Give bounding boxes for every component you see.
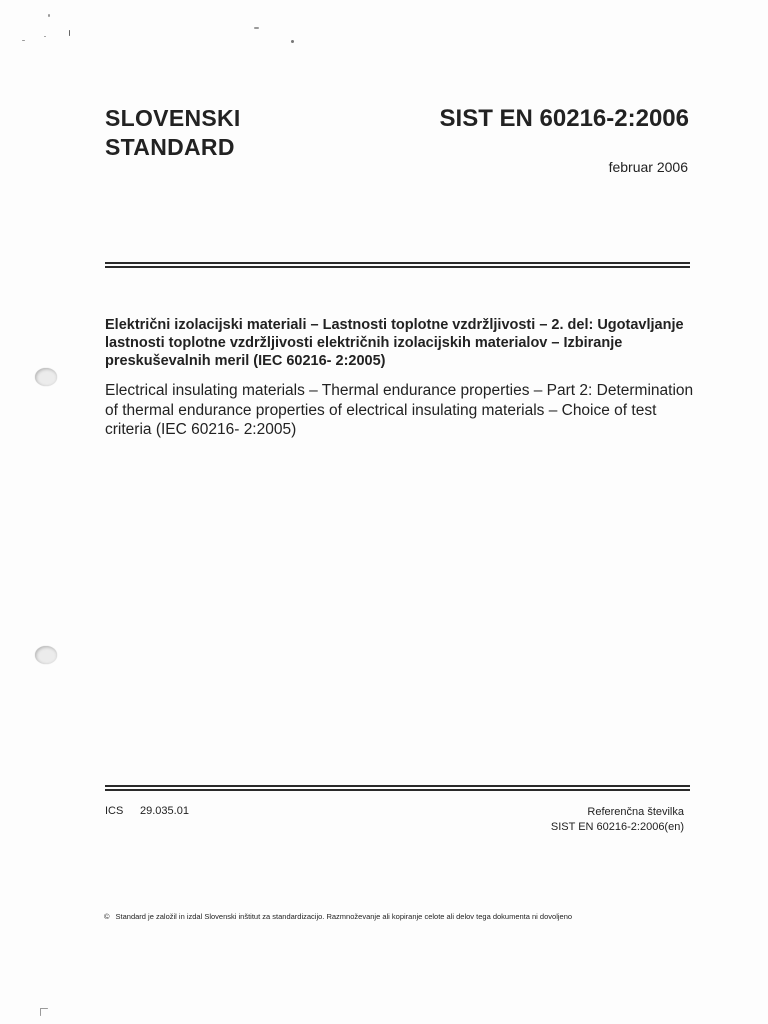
scan-speck	[44, 36, 46, 37]
scan-speck	[40, 1008, 41, 1016]
punch-hole	[35, 368, 57, 386]
title-english: Electrical insulating materials – Thermal endurance properties – Part 2: Determination of thermal endurance properties of electrical insulating materials – Choice of test criteria (IEC 60216- 2:2005)	[105, 382, 694, 438]
publication-date: februar 2006	[608, 159, 688, 175]
copyright-icon: ©	[104, 912, 110, 921]
standard-type	[105, 104, 241, 162]
title-slovenian: Električni izolacijski materiali – Lastnosti toplotne vzdržljivosti – 2. del: Ugotavljanje lastnosti toplotne vzdržljivosti električnih izolacijskih materialov – Izbiranje preskuševalnih meril (IEC 60216- 2:2005)	[105, 317, 684, 369]
scan-speck	[22, 40, 25, 41]
header-divider-bottom	[105, 266, 690, 268]
reference-value: SIST EN 60216-2:2006(en)	[550, 821, 684, 833]
scan-speck	[48, 14, 50, 17]
scan-speck	[291, 40, 294, 43]
standard-type-line1: SLOVENSKI	[105, 105, 241, 131]
scan-speck	[69, 30, 70, 36]
footer-divider-top	[105, 785, 690, 787]
ics-label: ICS	[105, 805, 124, 817]
scan-speck	[254, 27, 259, 29]
punch-hole	[35, 646, 57, 664]
ics-value: 29.035.01	[140, 805, 189, 817]
standard-code: SIST EN 60216-2:2006	[439, 105, 689, 132]
copyright-text: Standard je založil in izdal Slovenski inštitut za standardizacijo. Razmnoževanje ali kopiranje celote ali delov tega dokumenta ni dovoljeno	[115, 912, 573, 921]
reference-label: Referenčna številka	[587, 806, 684, 818]
footer-divider-bottom	[105, 789, 690, 791]
header-divider-top	[105, 262, 690, 264]
copyright-notice	[104, 912, 572, 921]
scan-speck	[40, 1008, 48, 1009]
standard-type-line2: STANDARD	[105, 134, 235, 160]
